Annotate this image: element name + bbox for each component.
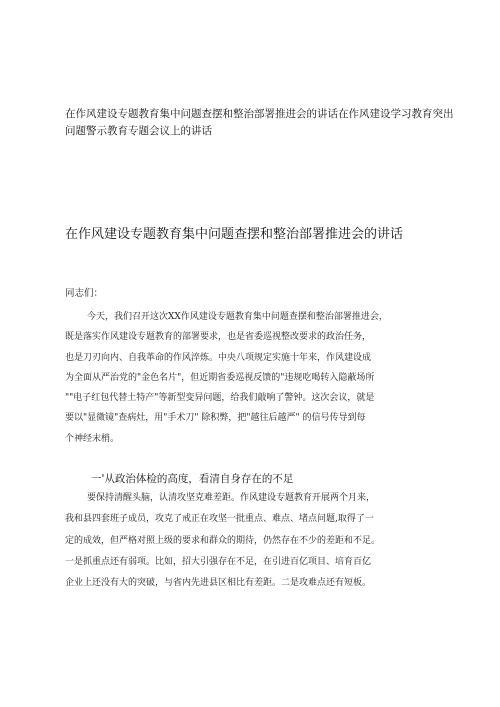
document-title-line: 问题警示教育专题会议上的讲话: [65, 125, 212, 137]
salutation: 同志们：: [65, 288, 104, 299]
paragraph-line: 企业上还没有大的突破，与省内先进县区相比有差距。二是攻难点还有短板。: [65, 578, 372, 589]
paragraph-intro: [65, 307, 445, 449]
paragraph-line: 既是落实作风建设专题教育的部署要求，也是省委巡视整改要求的政治任务，: [65, 332, 372, 343]
document-title-line: 在作风建设专题教育集中问题查摆和整治部署推进会的讲话在作风建设学习教育突出: [65, 108, 454, 120]
paragraph-line: 一是抓重点还有弱项。比如，招大引强存在不足，在引进百亿项目、培育百亿: [65, 556, 372, 567]
paragraph-line: 要以"显微镜"查病灶，用"手术刀" 除积弊，把"越往后越严" 的信号传导到每: [65, 413, 366, 424]
section-title: 在作风建设专题教育集中问题查摆和整治部署推进会的讲话: [65, 227, 404, 242]
paragraph-line: 为全面从严治党的"金色名片"，但近期省委巡视反馈的"违规吃喝转入隐蔽场所: [65, 372, 375, 383]
paragraph-line: 也是刀刃向内、自我革命的作风淬炼。中央八项规定实施十年来，作风建设成: [65, 352, 372, 363]
paragraph-line: 要保持清醒头脑，认清攻坚克难差距。作风建设专题教育开展两个月来，: [87, 493, 376, 503]
paragraph-line: 定的成效，但严格对照上级的要求和群众的期待，仍然存在不少的差距和不足。: [65, 535, 381, 546]
paragraph-line: ""电子红包代替土特产"等新型变异问题，给我们敲响了警钟。这次会议，就是: [65, 393, 375, 404]
heading-section-one: 一'从政治体检的高度，看清自身存在的不足: [91, 473, 294, 485]
document-title: [65, 106, 465, 140]
paragraph-line: 今天，我们召开这次XX作风建设专题教育集中问题查摆和整治部署推进会，: [87, 312, 388, 322]
paragraph-line: 我和县四套班子成员，攻克了戒正在攻坚一批重点、难点、堵点问题,取得了一: [65, 514, 374, 525]
paragraph-line: 个神经末梢。: [65, 433, 120, 444]
paragraph-section-one: [65, 488, 445, 594]
